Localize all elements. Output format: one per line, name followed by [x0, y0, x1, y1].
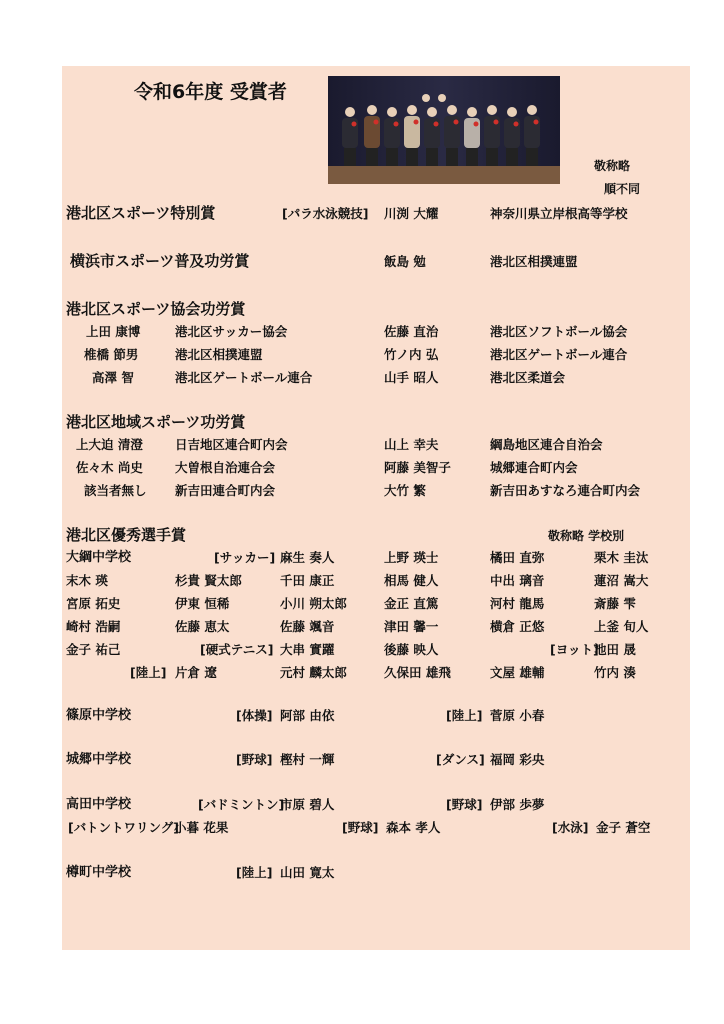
- kyokai-org: 港北区ゲートボール連合: [175, 370, 313, 385]
- athlete-name: 佐藤 颯音: [280, 619, 335, 634]
- athlete-name: 森本 孝人: [386, 820, 441, 835]
- school-name: 大綱中学校: [66, 550, 132, 565]
- athlete-name: 山田 寛太: [280, 865, 335, 880]
- sport-tag: [サッカー]: [214, 550, 276, 565]
- kyokai-name: 佐藤 直治: [384, 324, 439, 339]
- document-sheet: [62, 66, 690, 950]
- athlete-name: 斎藤 雫: [594, 596, 636, 611]
- sport-tag: [バトントワリング]: [68, 820, 179, 835]
- chiiki-name: 大竹 繁: [384, 483, 426, 498]
- special-name: 川渕 大耀: [384, 206, 439, 221]
- kyokai-org: 港北区ソフトボール協会: [490, 324, 628, 339]
- sport-tag: [野球]: [342, 820, 379, 835]
- athlete-name: 佐藤 恵太: [175, 619, 230, 634]
- athlete-name: 上釜 旬人: [594, 619, 649, 634]
- athlete-name: 伊東 恒稀: [175, 596, 230, 611]
- athlete-name: 末木 瑛: [66, 573, 108, 588]
- athlete-name: 片倉 遼: [175, 665, 217, 680]
- chiiki-name: 該当者無し: [84, 483, 147, 498]
- athlete-name: 蓮沼 嵩大: [594, 573, 649, 588]
- athlete-name: 津田 馨一: [384, 619, 439, 634]
- honorific-note: 敬称略: [594, 159, 631, 173]
- chiiki-name: 山上 幸夫: [384, 437, 439, 452]
- chiiki-name: 上大迫 清澄: [76, 437, 143, 452]
- section-title-kyokai: 港北区スポーツ協会功労賞: [66, 300, 246, 318]
- athlete-name: 文屋 雄輔: [490, 665, 545, 680]
- sport-tag: [体操]: [236, 708, 273, 723]
- chiiki-org: 新吉田連合町内会: [175, 483, 276, 498]
- kyokai-name: 上田 康博: [86, 324, 141, 339]
- chiiki-org: 城郷連合町内会: [490, 460, 578, 475]
- athlete-name: 菅原 小春: [490, 708, 545, 723]
- athlete-name: 小暮 花果: [174, 820, 229, 835]
- sport-tag: [バドミントン]: [198, 797, 285, 812]
- athlete-name: 麻生 奏人: [280, 550, 335, 565]
- chiiki-name: 佐々木 尚史: [76, 460, 143, 475]
- school-name: 樽町中学校: [66, 865, 132, 880]
- page-title: 令和6年度 受賞者: [134, 81, 287, 103]
- yushu-note: 敬称略 学校別: [548, 529, 625, 543]
- athlete-name: 中出 璃音: [490, 573, 545, 588]
- athlete-name: 金正 直篤: [384, 596, 439, 611]
- kyokai-org: 港北区ゲートボール連合: [490, 347, 628, 362]
- chiiki-org: 大曽根自治連合会: [175, 460, 276, 475]
- athlete-name: 竹内 湊: [594, 665, 636, 680]
- kyokai-name: 椎橋 節男: [84, 347, 139, 362]
- school-name: 城郷中学校: [66, 752, 132, 767]
- athlete-name: 金子 祐己: [66, 642, 121, 657]
- athlete-name: 小川 朔太郎: [280, 596, 347, 611]
- athlete-name: 大串 實躍: [280, 642, 335, 657]
- kyokai-name: 高澤 智: [92, 370, 134, 385]
- athlete-name: 橘田 直弥: [490, 550, 545, 565]
- athlete-name: 金子 蒼空: [596, 820, 651, 835]
- athlete-name: 相馬 健人: [384, 573, 439, 588]
- section-title-special: 港北区スポーツ特別賞: [66, 204, 216, 222]
- section-title-yushu: 港北区優秀選手賞: [66, 526, 187, 544]
- chiiki-org: 日吉地区連合町内会: [175, 437, 288, 452]
- athlete-name: 河村 龍馬: [490, 596, 545, 611]
- yokohama-name: 飯島 勉: [384, 254, 426, 269]
- kyokai-org: 港北区相撲連盟: [175, 347, 263, 362]
- athlete-name: 横倉 正悠: [490, 619, 545, 634]
- sport-tag: [水泳]: [552, 820, 589, 835]
- chiiki-org: 新吉田あすなろ連合町内会: [490, 483, 641, 498]
- award-ceremony-photo: [328, 76, 560, 184]
- athlete-name: 元村 麟太郎: [280, 665, 347, 680]
- athlete-name: 市原 碧人: [280, 797, 335, 812]
- order-note: 順不同: [604, 182, 641, 196]
- sport-tag: [陸上]: [130, 665, 167, 680]
- athlete-name: 樫村 一輝: [280, 752, 335, 767]
- athlete-name: 伊部 歩夢: [490, 797, 545, 812]
- chiiki-org: 綱島地区連合自治会: [490, 437, 603, 452]
- sport-tag: [ダンス]: [436, 752, 485, 767]
- kyokai-org: 港北区サッカー協会: [175, 324, 288, 339]
- athlete-name: 阿部 由依: [280, 708, 335, 723]
- chiiki-name: 阿藤 美智子: [384, 460, 451, 475]
- athlete-name: 後藤 映人: [384, 642, 439, 657]
- school-name: 高田中学校: [66, 797, 132, 812]
- athlete-name: 栗木 圭汰: [594, 550, 649, 565]
- athlete-name: 崎村 浩嗣: [66, 619, 121, 634]
- section-title-chiiki: 港北区地域スポーツ功労賞: [66, 413, 246, 431]
- special-sport-tag: [パラ水泳競技]: [282, 206, 369, 221]
- athlete-name: 杉貴 賢太郎: [175, 573, 242, 588]
- sport-tag: [硬式テニス]: [200, 642, 274, 657]
- sport-tag: [陸上]: [236, 865, 273, 880]
- school-name: 篠原中学校: [66, 708, 132, 723]
- sport-tag: [ヨット]: [550, 642, 599, 657]
- athlete-name: 福岡 彩央: [490, 752, 545, 767]
- athlete-name: 宮原 拓史: [66, 596, 121, 611]
- kyokai-name: 竹ノ内 弘: [384, 347, 439, 362]
- section-title-yokohama: 横浜市スポーツ普及功労賞: [70, 252, 250, 270]
- kyokai-org: 港北区柔道会: [490, 370, 566, 385]
- athlete-name: 上野 瑛士: [384, 550, 439, 565]
- sport-tag: [野球]: [446, 797, 483, 812]
- athlete-name: 久保田 雄飛: [384, 665, 451, 680]
- athlete-name: 池田 晟: [594, 642, 636, 657]
- sport-tag: [陸上]: [446, 708, 483, 723]
- kyokai-name: 山手 昭人: [384, 370, 439, 385]
- special-org: 神奈川県立岸根高等学校: [490, 206, 628, 221]
- yokohama-org: 港北区相撲連盟: [490, 254, 578, 269]
- athlete-name: 千田 康正: [280, 573, 335, 588]
- sport-tag: [野球]: [236, 752, 273, 767]
